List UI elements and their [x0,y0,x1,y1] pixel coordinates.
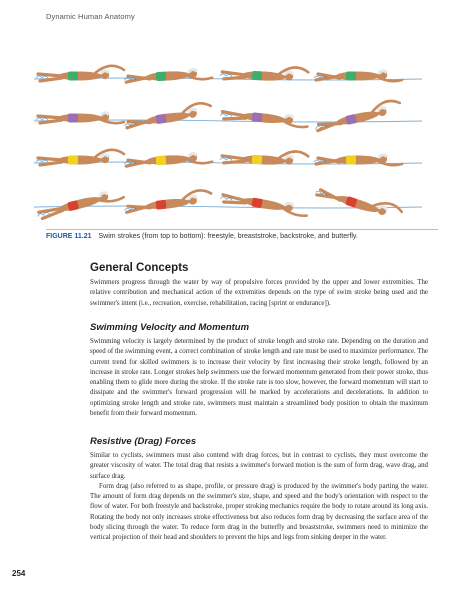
legs [126,159,150,166]
legs [222,112,247,121]
swimsuit [156,200,167,210]
swimsuit [155,114,166,124]
intro-text: Swimmers progress through the water by way of propulsive forces provided by the upper and lower extremities. The relative contribution and mechanical action of the extremities depends on the type of swim stroke being used and the swimmer's intent (i.e., recreation, exercise, rehabilitation, racing [sprint or endurance]). [90,279,428,307]
butterfly-swimmer [36,188,124,219]
breaststroke-swimmer [123,102,212,129]
legs [317,189,342,202]
swimsuit [68,156,78,165]
page-number: 254 [12,569,26,578]
freestyle-swimmer [124,69,212,84]
freestyle-row [34,64,422,84]
legs [39,206,64,219]
swimsuit [346,156,356,165]
legs [317,120,342,131]
running-head: Dynamic Human Anatomy [46,12,135,21]
figure-caption-text: Swim strokes (from top to bottom): freestyle, breaststroke, backstroke, and butterfly. [98,233,358,240]
backstroke-swimmer [36,150,124,165]
breaststroke-row [34,99,422,132]
drag-text-1: Similar to cyclists, swimmers must also contend with drag forces, but in contrast to cyclists, they must overcome the greater viscosity of water. The total drag that resists a swimmer's forward motion is the sum of form drag, wave drag, and surface drag. [90,452,428,480]
section-heading: General Concepts [90,262,189,274]
torso [146,154,190,165]
swimsuit [67,200,79,211]
drag-heading: Resistive (Drag) Forces [90,436,197,447]
torso [242,196,287,213]
butterfly-swimmer [220,191,308,216]
swimsuit [68,72,78,81]
breaststroke-swimmer [313,99,402,132]
swimsuit [252,155,262,165]
backstroke-swimmer [124,153,212,168]
swimsuit [251,197,262,208]
backstroke-row [34,148,422,168]
butterfly-swimmer [315,181,403,222]
swimsuit [156,72,166,82]
torso [336,193,381,215]
swimsuit [345,114,357,125]
swimsuit [252,71,262,81]
velocity-text: Swimming velocity is largely determined by the product of stroke length and stroke rate. Depending on the duration and speed of the swimming event, a correct combination of stroke length and rate must be used to maximize performance. The current trend for skilled swimmers is to increase their velocity by first increasing their stroke length, followed by an increase in stroke rate. Longer strokes help swimmers use the forward momentum generated from their power stroke, thus enabling them to glide more during the stroke. If the stroke rate is too slow, however, the forward momentum will start to dissipate and the swimmer's forward progression will be marked by accelerations and decelerations. In addition to optimizing stroke length and stroke rate, swimmers must maintain a streamlined body position to obtain the maximum benefit from their forward momentum. [90,338,428,418]
freestyle-swimmer [314,71,402,81]
velocity-paragraph [90,337,428,419]
drag-paragraphs [90,451,428,544]
figure-caption [46,232,436,241]
drag-text-2: Form drag (also referred to as shape, profile, or pressure drag) is produced by the swimmer's body parting the water. The amount of form drag depends on the swimmer's size, shape, and speed and the body's orientation with respect to the flow of water. For both freestyle and backstroke, proper stroking mechanics require the body to rotate around its long axis. Rotating the body not only increases stroke effectiveness but also reduces form drag by decreasing the surface area of the body slicing through the water. To reduce form drag in the butterfly and breaststroke, swimmers need to minimize the vertical projection of their head and shoulders to prevent the hips and legs from sinking deeper in the water. [90,482,428,542]
torso [146,70,190,81]
backstroke-swimmer [314,155,402,165]
butterfly-row [34,181,422,222]
breaststroke-swimmer [36,113,124,123]
legs [126,204,150,212]
figure-label: FIGURE 11.21 [46,233,92,240]
splash [36,76,48,78]
splash [36,160,48,162]
legs [222,195,247,206]
velocity-heading: Swimming Velocity and Momentum [90,322,250,333]
caption-rule [46,229,438,230]
freestyle-swimmer [36,66,124,81]
swimsuit [68,114,78,123]
swimsuit [156,156,166,166]
splash [36,118,48,120]
swimsuit [346,72,356,81]
intro-paragraph [90,278,428,309]
swim-strokes-figure [28,42,428,228]
butterfly-swimmer [123,189,212,213]
breaststroke-swimmer [220,108,309,127]
swimsuit [252,112,263,122]
legs [126,75,150,82]
